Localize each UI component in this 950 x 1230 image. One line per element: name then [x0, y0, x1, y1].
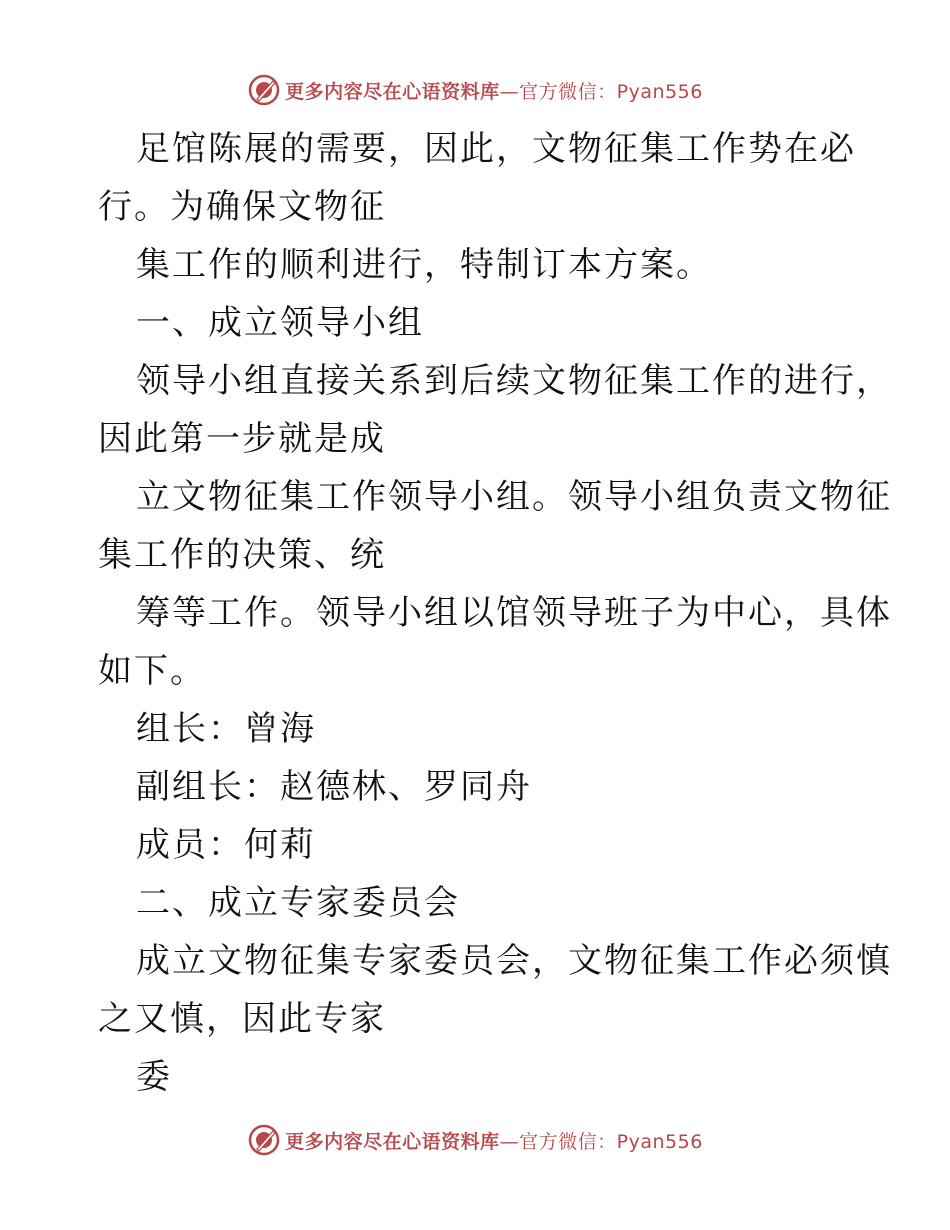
banner-text	[285, 77, 703, 104]
quill-seal-logo-icon	[247, 73, 281, 107]
body-line: 领导小组直接关系到后续文物征集工作的进行，	[136, 361, 892, 401]
body-line: 成立文物征集专家委员会，文物征集工作必须慎	[136, 941, 892, 981]
body-line: 委	[136, 1057, 172, 1097]
banner-main-text: 更多内容尽在心语资料库	[285, 1130, 500, 1153]
member-line: 组长：曾海	[136, 709, 316, 749]
banner-text	[285, 1127, 703, 1154]
document-body	[98, 120, 892, 1106]
body-line: 集工作的决策、统	[98, 535, 386, 575]
body-line: 行。为确保文物征	[98, 187, 386, 227]
body-line: 如下。	[98, 651, 206, 691]
body-line: 筹等工作。领导小组以馆领导班子为中心，具体	[136, 593, 892, 633]
body-line: 集工作的顺利进行，特制订本方案。	[136, 245, 712, 285]
body-line: 足馆陈展的需要，因此，文物征集工作势在必	[136, 129, 856, 169]
banner-dash: —	[499, 1130, 520, 1153]
body-line: 因此第一步就是成	[98, 419, 386, 459]
banner-contact-text: 官方微信：Pyan556	[519, 80, 703, 103]
banner-main-text: 更多内容尽在心语资料库	[285, 80, 500, 103]
section-heading: 二、成立专家委员会	[136, 883, 460, 923]
banner-contact-text: 官方微信：Pyan556	[519, 1130, 703, 1153]
member-line: 副组长：赵德林、罗同舟	[136, 767, 532, 807]
banner-dash: —	[499, 80, 520, 103]
body-line: 立文物征集工作领导小组。领导小组负责文物征	[136, 477, 892, 517]
member-line: 成员：何莉	[136, 825, 316, 865]
quill-seal-logo-icon	[247, 1123, 281, 1157]
header-banner	[0, 70, 950, 110]
footer-banner	[0, 1120, 950, 1160]
body-line: 之又慎，因此专家	[98, 999, 386, 1039]
section-heading: 一、成立领导小组	[136, 303, 424, 343]
